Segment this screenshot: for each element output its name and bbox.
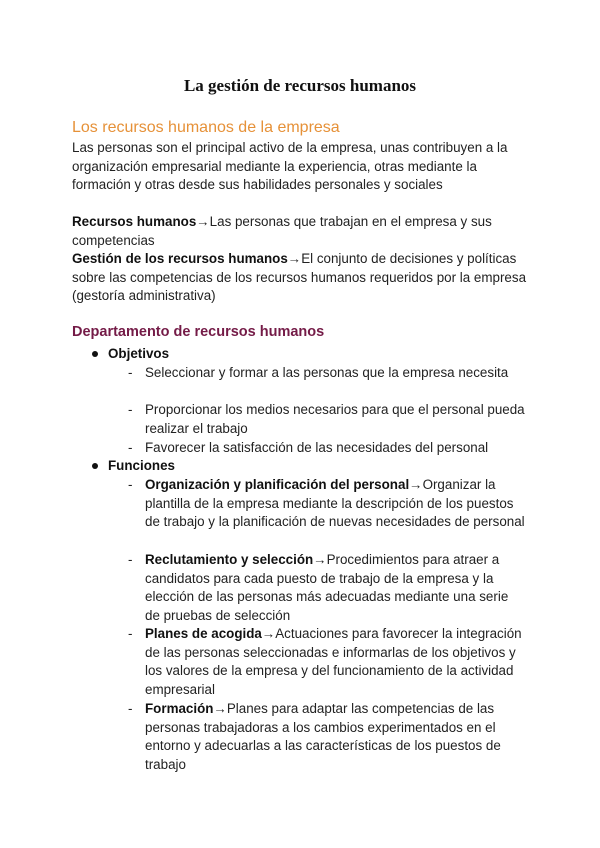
definition-text: Las personas que trabajan en el empresa y sus competencias xyxy=(72,214,492,248)
list-item xyxy=(128,439,525,458)
list-item xyxy=(128,700,525,774)
dash-marker-icon: - xyxy=(128,626,133,641)
list-item xyxy=(128,401,525,438)
function-term: Organización y planificación del personal xyxy=(145,477,410,492)
list-item-text: Favorecer la satisfacción de las necesidades del personal xyxy=(145,440,489,455)
list-item-text: Proporcionar los medios necesarios para que el personal pueda realizar el trabajo xyxy=(145,402,525,436)
definition-recursos-humanos xyxy=(72,213,532,250)
list-item-text: Seleccionar y formar a las personas que la empresa necesita xyxy=(145,365,509,380)
arrow-icon: → xyxy=(287,251,302,266)
function-term: Formación xyxy=(145,701,214,716)
list-item xyxy=(128,551,525,625)
intro-paragraph: Las personas son el principal activo de la empresa, unas contribuyen a la organización empresarial mediante la experiencia, otras mediante la formación y otras desde sus habilidades personales y sociales xyxy=(72,140,508,193)
definition-term: Recursos humanos xyxy=(72,214,197,229)
definition-gestion-recursos-humanos xyxy=(72,250,532,306)
dash-marker-icon: - xyxy=(128,402,133,417)
definition-text: El conjunto de decisiones y políticas sobre las competencias de los recursos humanos requeridos por la empresa (gestoría administrativa) xyxy=(72,251,527,304)
bullet-label: Funciones xyxy=(108,458,175,473)
arrow-icon: → xyxy=(213,701,227,716)
list-item xyxy=(128,476,525,532)
page-title: La gestión de recursos humanos xyxy=(183,76,417,95)
bullet-dot-icon xyxy=(92,351,98,357)
dash-marker-icon: - xyxy=(128,365,133,380)
dash-marker-icon: - xyxy=(128,701,133,716)
function-term: Reclutamiento y selección xyxy=(145,552,314,567)
arrow-icon: → xyxy=(313,552,327,567)
section-heading-departamento: Departamento de recursos humanos xyxy=(72,324,325,340)
section-heading-recursos-humanos: Los recursos humanos de la empresa xyxy=(72,119,340,136)
function-text: Procedimientos para atraer a candidatos para cada puesto de trabajo de la empresa y la elección de las personas más adecuadas mediante una serie de pruebas de selección xyxy=(145,552,509,623)
definition-term: Gestión de los recursos humanos xyxy=(72,251,288,266)
dash-marker-icon: - xyxy=(128,477,133,492)
dash-marker-icon: - xyxy=(128,440,133,455)
dash-marker-icon: - xyxy=(128,552,133,567)
list-item xyxy=(128,364,525,383)
function-text: Planes para adaptar las competencias de las personas trabajadoras a los cambios experimentados en el entorno y adecuarlas a las características de los puestos de trabajo xyxy=(145,701,501,772)
function-term: Planes de acogida xyxy=(145,626,262,641)
list-item xyxy=(128,625,525,699)
function-text: Actuaciones para favorecer la integración de las personas seleccionadas e informarlas de los objetivos y los valores de la empresa y del funcionamiento de la actividad empresarial xyxy=(145,626,522,697)
arrow-icon: → xyxy=(261,626,276,641)
arrow-icon: → xyxy=(196,214,210,229)
bullet-label: Objetivos xyxy=(108,346,170,361)
bullet-dot-icon xyxy=(92,463,98,469)
function-text: Organizar la plantilla de la empresa mediante la descripción de los puestos de trabajo y la planificación de nuevas necesidades de personal xyxy=(145,477,525,530)
arrow-icon: → xyxy=(409,477,423,492)
